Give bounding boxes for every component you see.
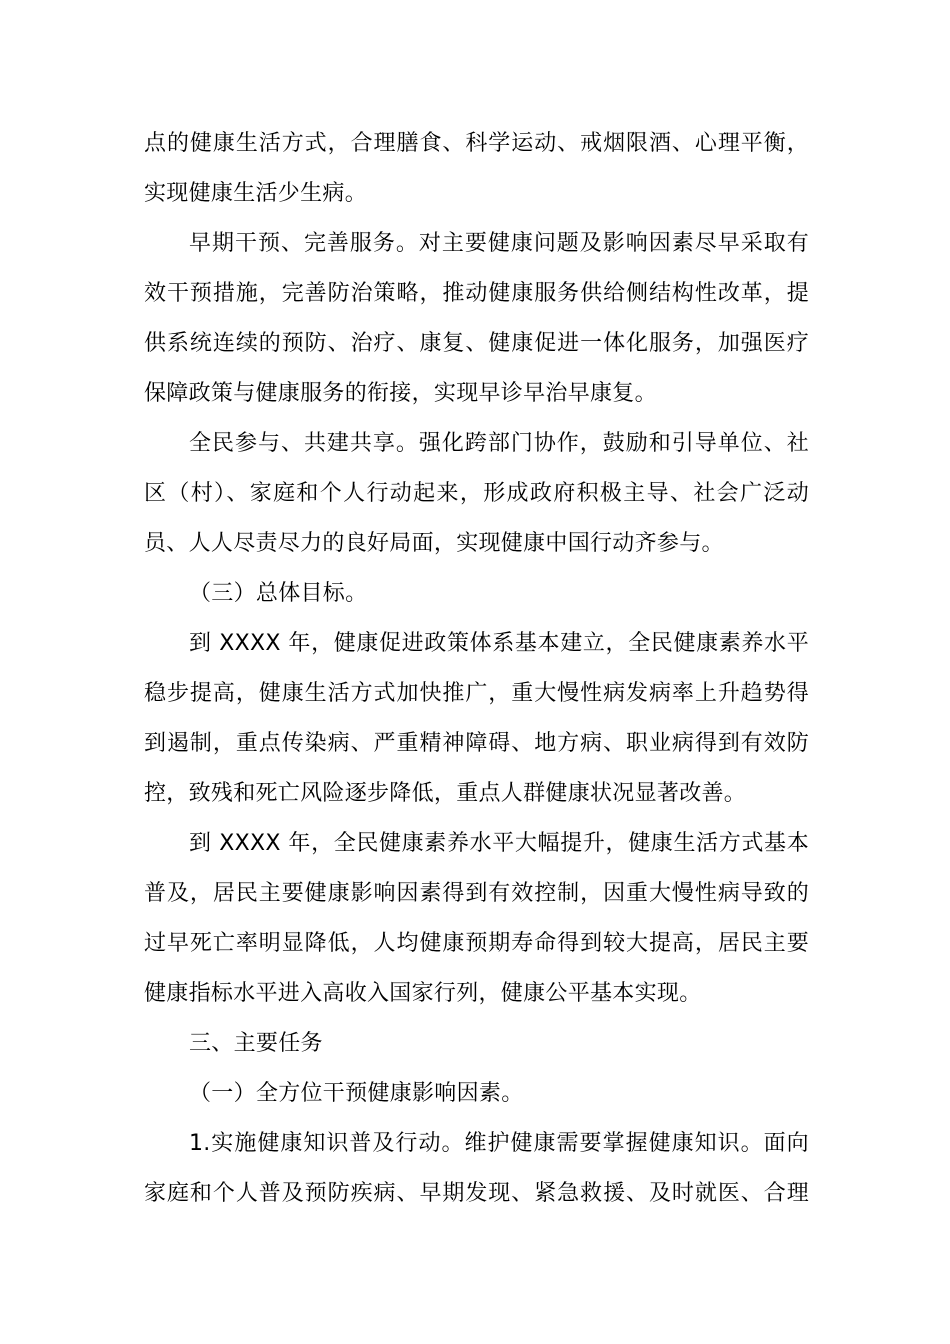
subsection-heading: （一）全方位干预健康影响因素。 [189,1081,524,1106]
body-text-line: 早期干预、完善服务。对主要健康问题及影响因素尽早采取有 [189,231,809,256]
body-text-line: 到 XXXX 年，全民健康素养水平大幅提升，健康生活方式基本 [189,831,809,856]
body-text-line: 供系统连续的预防、治疗、康复、健康促进一体化服务，加强医疗 [144,331,809,356]
section-heading: 三、主要任务 [189,1031,323,1056]
body-text-line: 效干预措施，完善防治策略，推动健康服务供给侧结构性改革，提 [144,281,809,306]
body-text-line: 稳步提高，健康生活方式加快推广，重大慢性病发病率上升趋势得 [144,681,809,706]
body-text-line: 保障政策与健康服务的衔接，实现早诊早治早康复。 [144,381,657,406]
body-text-line: 实现健康生活少生病。 [144,181,368,206]
body-text-line: 到遏制，重点传染病、严重精神障碍、地方病、职业病得到有效防 [144,731,809,756]
body-text-line: 家庭和个人普及预防疾病、早期发现、紧急救援、及时就医、合理 [144,1181,809,1206]
section-heading: （三）总体目标。 [189,581,368,606]
body-text-line: 1.实施健康知识普及行动。维护健康需要掌握健康知识。面向 [189,1131,809,1156]
body-text-line: 过早死亡率明显降低，人均健康预期寿命得到较大提高，居民主要 [144,931,809,956]
body-text-line: 控，致残和死亡风险逐步降低，重点人群健康状况显著改善。 [144,781,747,806]
body-text-line: 点的健康生活方式，合理膳食、科学运动、戒烟限酒、心理平衡， [144,131,809,156]
body-text-line: 全民参与、共建共享。强化跨部门协作，鼓励和引导单位、社 [189,431,809,456]
body-text-line: 员、人人尽责尽力的良好局面，实现健康中国行动齐参与。 [144,531,724,556]
body-text-line: 到 XXXX 年，健康促进政策体系基本建立，全民健康素养水平 [189,631,809,656]
body-text-line: 区（村）、家庭和个人行动起来，形成政府积极主导、社会广泛动 [144,481,809,506]
body-text-line: 普及，居民主要健康影响因素得到有效控制，因重大慢性病导致的 [144,881,809,906]
body-text-line: 健康指标水平进入高收入国家行列，健康公平基本实现。 [144,981,702,1006]
